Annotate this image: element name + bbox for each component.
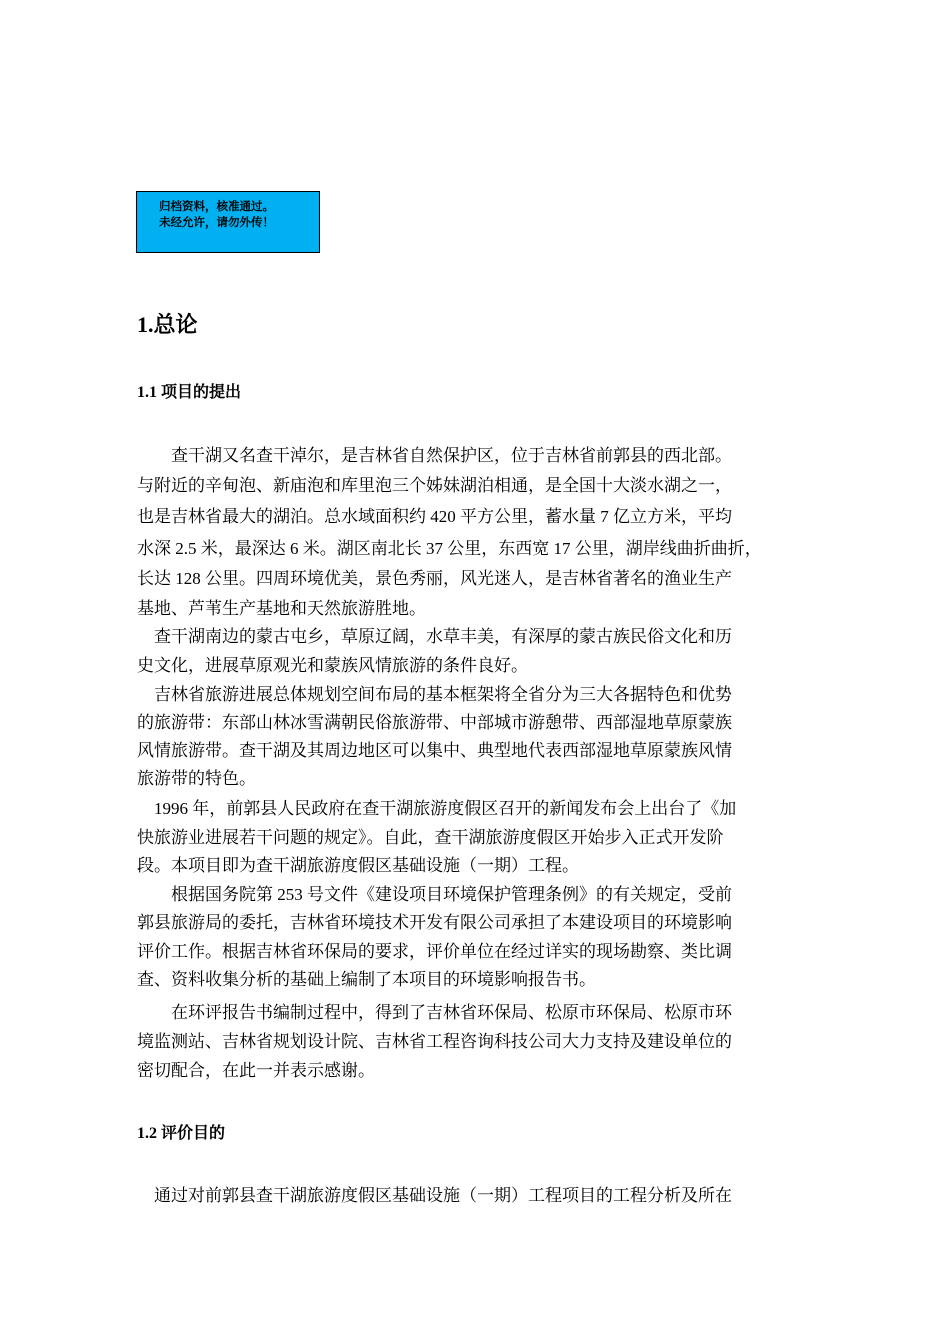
body-line: 段。本项目即为查干湖旅游度假区基础设施（一期）工程。	[137, 856, 579, 875]
stamp-line-1: 归档资料，核准通过。	[159, 199, 274, 213]
archive-stamp	[136, 191, 320, 253]
body-line: 查干湖又名查干淖尔，是吉林省自然保护区，位于吉林省前郭县的西北部。	[137, 446, 732, 465]
body-line: 1996 年，前郭县人民政府在查干湖旅游度假区召开的新闻发布会上出台了《加	[137, 799, 737, 818]
body-line: 密切配合，在此一并表示感谢。	[137, 1061, 375, 1080]
body-line: 风情旅游带。查干湖及其周边地区可以集中、典型地代表西部湿地草原蒙族风情	[137, 741, 732, 760]
section-heading-1-1: 1.1 项目的提出	[137, 384, 242, 401]
body-line: 郭县旅游局的委托，吉林省环境技术开发有限公司承担了本建设项目的环境影响	[137, 913, 732, 932]
body-line: 查干湖南边的蒙古屯乡，草原辽阔，水草丰美，有深厚的蒙古族民俗文化和历	[137, 627, 732, 646]
body-line: 与附近的辛甸泡、新庙泡和库里泡三个姊妹湖泊相通，是全国十大淡水湖之一，	[137, 476, 732, 495]
body-line: 水深 2.5 米，最深达 6 米。湖区南北长 37 公里，东西宽 17 公里，湖岸线曲折曲折，	[137, 539, 762, 558]
body-line: 通过对前郭县查干湖旅游度假区基础设施（一期）工程项目的工程分析及所在	[137, 1186, 732, 1205]
body-line: 也是吉林省最大的湖泊。总水域面积约 420 平方公里，蓄水量 7 亿立方米，平均	[137, 507, 732, 526]
body-line: 查、资料收集分析的基础上编制了本项目的环境影响报告书。	[137, 970, 596, 989]
body-line: 长达 128 公里。四周环境优美，景色秀丽，风光迷人，是吉林省著名的渔业生产	[137, 569, 732, 588]
section-heading-1-2: 1.2 评价目的	[137, 1125, 226, 1142]
body-line: 旅游带的特色。	[137, 769, 256, 788]
body-line: 快旅游业进展若干问题的规定》。自此，查干湖旅游度假区开始步入正式开发阶	[137, 828, 724, 847]
stamp-line-2: 未经允许，请勿外传！	[159, 215, 274, 229]
body-line: 境监测站、吉林省规划设计院、吉林省工程咨询科技公司大力支持及建设单位的	[137, 1032, 732, 1051]
body-line: 根据国务院第 253 号文件《建设项目环境保护管理条例》的有关规定，受前	[137, 885, 732, 904]
chapter-heading: 1.总论	[137, 312, 198, 337]
body-line: 评价工作。根据吉林省环保局的要求，评价单位在经过详实的现场勘察、类比调	[137, 942, 732, 961]
body-line: 吉林省旅游进展总体规划空间布局的基本框架将全省分为三大各据特色和优势	[137, 685, 732, 704]
body-line: 的旅游带：东部山林冰雪满朝民俗旅游带、中部城市游憩带、西部湿地草原蒙族	[137, 713, 732, 732]
body-line: 在环评报告书编制过程中，得到了吉林省环保局、松原市环保局、松原市环	[137, 1003, 732, 1022]
body-line: 基地、芦苇生产基地和天然旅游胜地。	[137, 599, 426, 618]
body-line: 史文化，进展草原观光和蒙族风情旅游的条件良好。	[137, 656, 528, 675]
